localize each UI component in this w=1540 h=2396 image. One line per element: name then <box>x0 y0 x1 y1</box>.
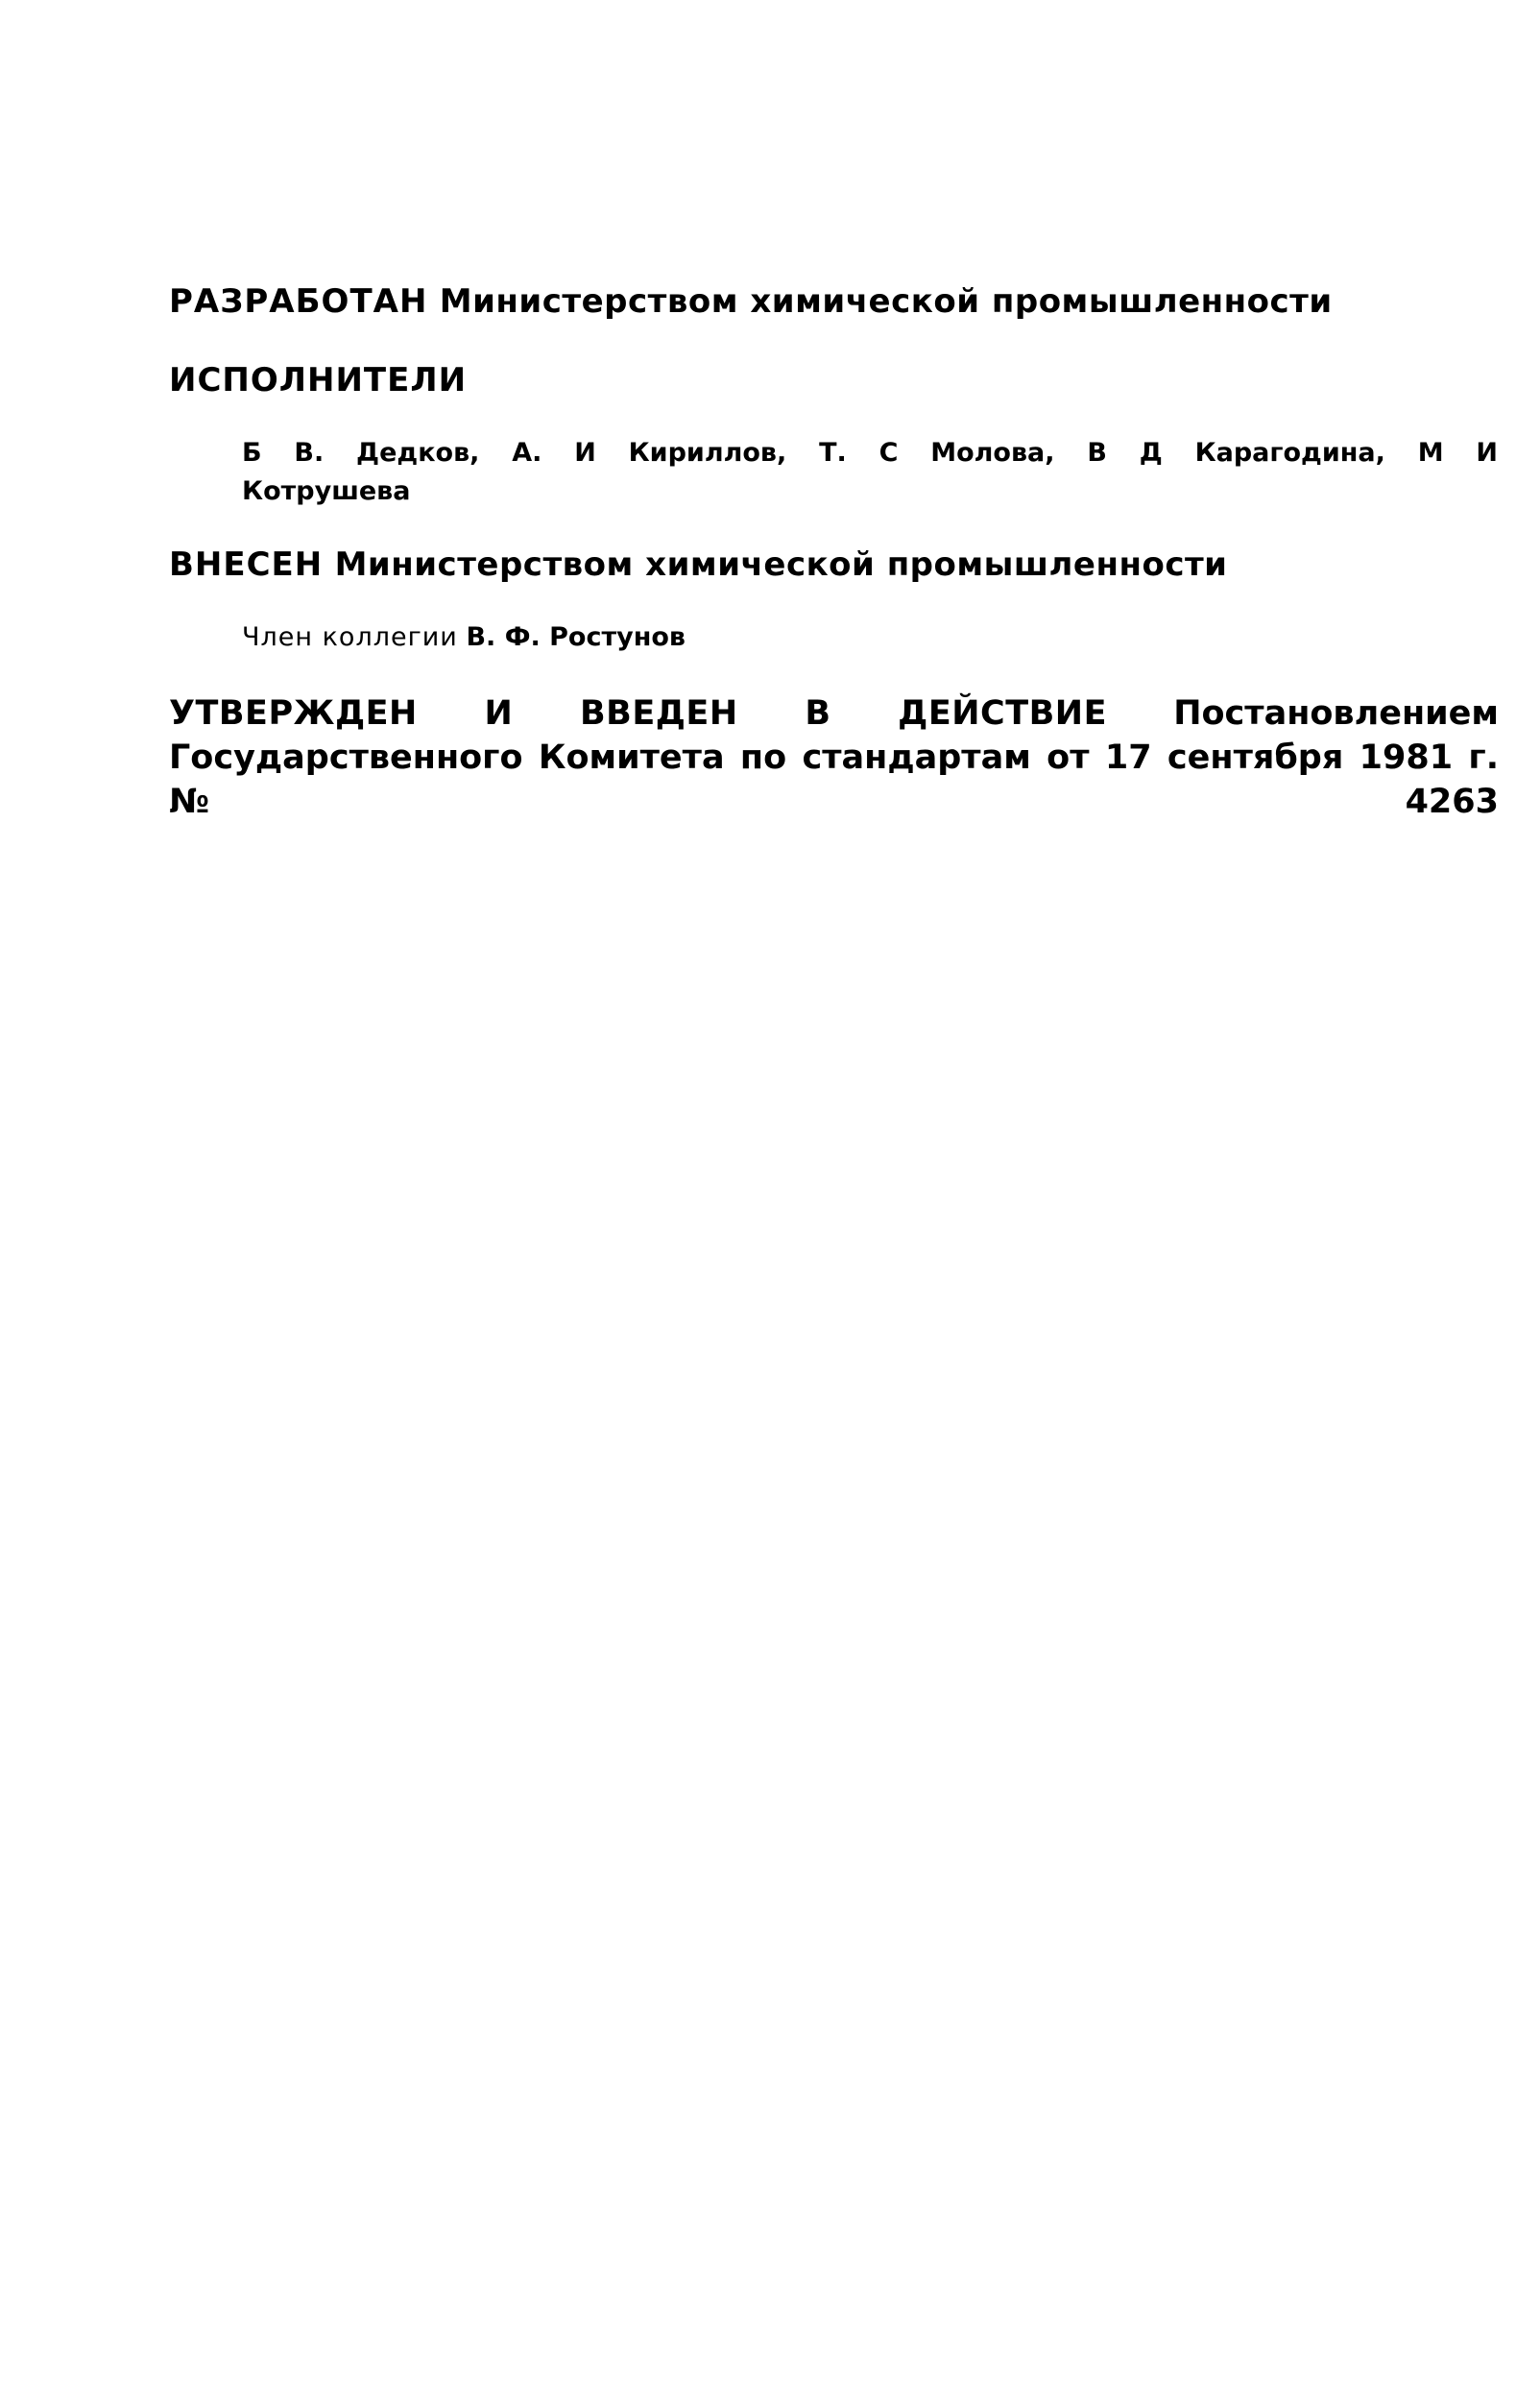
approved-lead: УТВЕРЖДЕН И ВВЕДЕН В ДЕЙСТВИЕ <box>169 694 1107 733</box>
board-member-role: Член коллегии <box>242 622 458 652</box>
approved-text: Постановлением Государственного Комитета по стандартам от 17 сентября 1981 г. № 4263 <box>169 694 1499 821</box>
board-member-line <box>242 618 1499 657</box>
introduced-text: Министерством химической промышленности <box>334 545 1228 584</box>
document-page <box>169 280 1499 824</box>
developed-lead: РАЗРАБОТАН <box>169 282 428 321</box>
board-member-name: В. Ф. Ростунов <box>466 622 686 652</box>
executors-title: ИСПОЛНИТЕЛИ <box>169 361 468 399</box>
developed-line <box>169 280 1499 323</box>
introduced-line <box>169 544 1499 586</box>
developed-text: Министерством химической промышленности <box>439 282 1333 321</box>
executors-names: Б В. Дедков, А. И Кириллов, Т. С Молова, В Д Карагодина, М И Котрушева <box>242 438 1498 506</box>
introduced-lead: ВНЕСЕН <box>169 545 324 584</box>
approved-paragraph <box>169 691 1499 824</box>
